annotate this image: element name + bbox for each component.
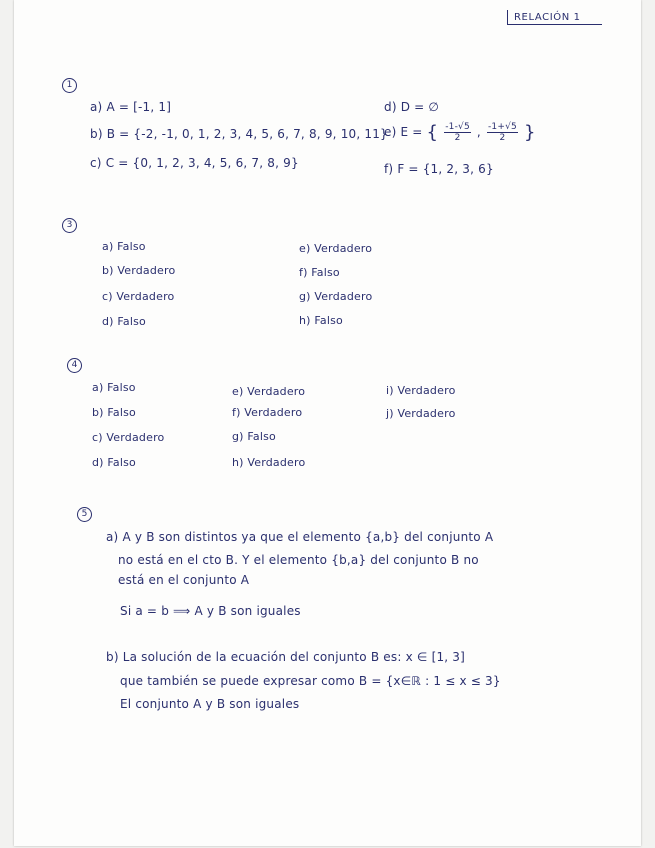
s1-answer-d: d) D = ∅: [384, 100, 440, 114]
s5-a-line2: no está en el cto B. Y el elemento {b,a} del conjunto B no: [118, 553, 479, 567]
page-header: RELACIÓN 1: [507, 10, 602, 25]
s5-b-line2: que también se puede expresar como B = {x∈ℝ : 1 ≤ x ≤ 3}: [120, 674, 501, 688]
s4-answer-a: a) Falso: [92, 381, 136, 394]
s4-answer-i: i) Verdadero: [386, 384, 456, 397]
section-4-number: 4: [67, 358, 82, 373]
s3-answer-a: a) Falso: [102, 240, 146, 253]
s3-answer-c: c) Verdadero: [102, 290, 175, 303]
s5-a-line3: está en el conjunto A: [118, 573, 250, 587]
s4-answer-d: d) Falso: [92, 456, 136, 469]
s4-answer-b: b) Falso: [92, 406, 136, 419]
s1-answer-c: c) C = {0, 1, 2, 3, 4, 5, 6, 7, 8, 9}: [90, 156, 299, 170]
s4-answer-f: f) Verdadero: [232, 406, 303, 419]
s4-answer-e: e) Verdadero: [232, 385, 306, 398]
section-1-number: 1: [62, 78, 77, 93]
s4-answer-h: h) Verdadero: [232, 456, 306, 469]
s4-answer-c: c) Verdadero: [92, 431, 165, 444]
s3-answer-b: b) Verdadero: [102, 264, 176, 277]
s1-e-frac2-den: 2: [499, 133, 506, 143]
s1-answer-f: f) F = {1, 2, 3, 6}: [384, 162, 494, 176]
s4-answer-g: g) Falso: [232, 430, 276, 443]
s1-e-frac1-num: -1-√5: [445, 122, 470, 132]
s1-answer-a: a) A = [-1, 1]: [90, 100, 172, 114]
s1-e-prefix: e) E =: [384, 125, 423, 139]
section-5-number: 5: [77, 507, 92, 522]
s3-answer-f: f) Falso: [299, 266, 340, 279]
s1-e-frac2-num: -1+√5: [487, 122, 517, 132]
s1-answer-e: e) E = { $\frac{-1-√5}{2}$ , $\frac{-1+√5}{2}$ }: [384, 122, 536, 143]
s3-answer-g: g) Verdadero: [299, 290, 373, 303]
s5-a-line1: a) A y B son distintos ya que el elemento {a,b} del conjunto A: [106, 530, 494, 544]
s1-e-frac1-den: 2: [454, 133, 461, 143]
s5-b-line1: b) La solución de la ecuación del conjunto B es: x ∈ [1, 3]: [106, 650, 466, 664]
s5-b-line3: El conjunto A y B son iguales: [120, 697, 300, 711]
s4-answer-j: j) Verdadero: [386, 407, 456, 420]
s3-answer-e: e) Verdadero: [299, 242, 373, 255]
s3-answer-h: h) Falso: [299, 314, 343, 327]
paper-sheet: [14, 0, 641, 846]
s5-a-line4: Si a = b ⟹ A y B son iguales: [120, 604, 301, 618]
section-3-number: 3: [62, 218, 77, 233]
s1-answer-b: b) B = {-2, -1, 0, 1, 2, 3, 4, 5, 6, 7, 8, 9, 10, 11}: [90, 127, 388, 141]
s3-answer-d: d) Falso: [102, 315, 146, 328]
